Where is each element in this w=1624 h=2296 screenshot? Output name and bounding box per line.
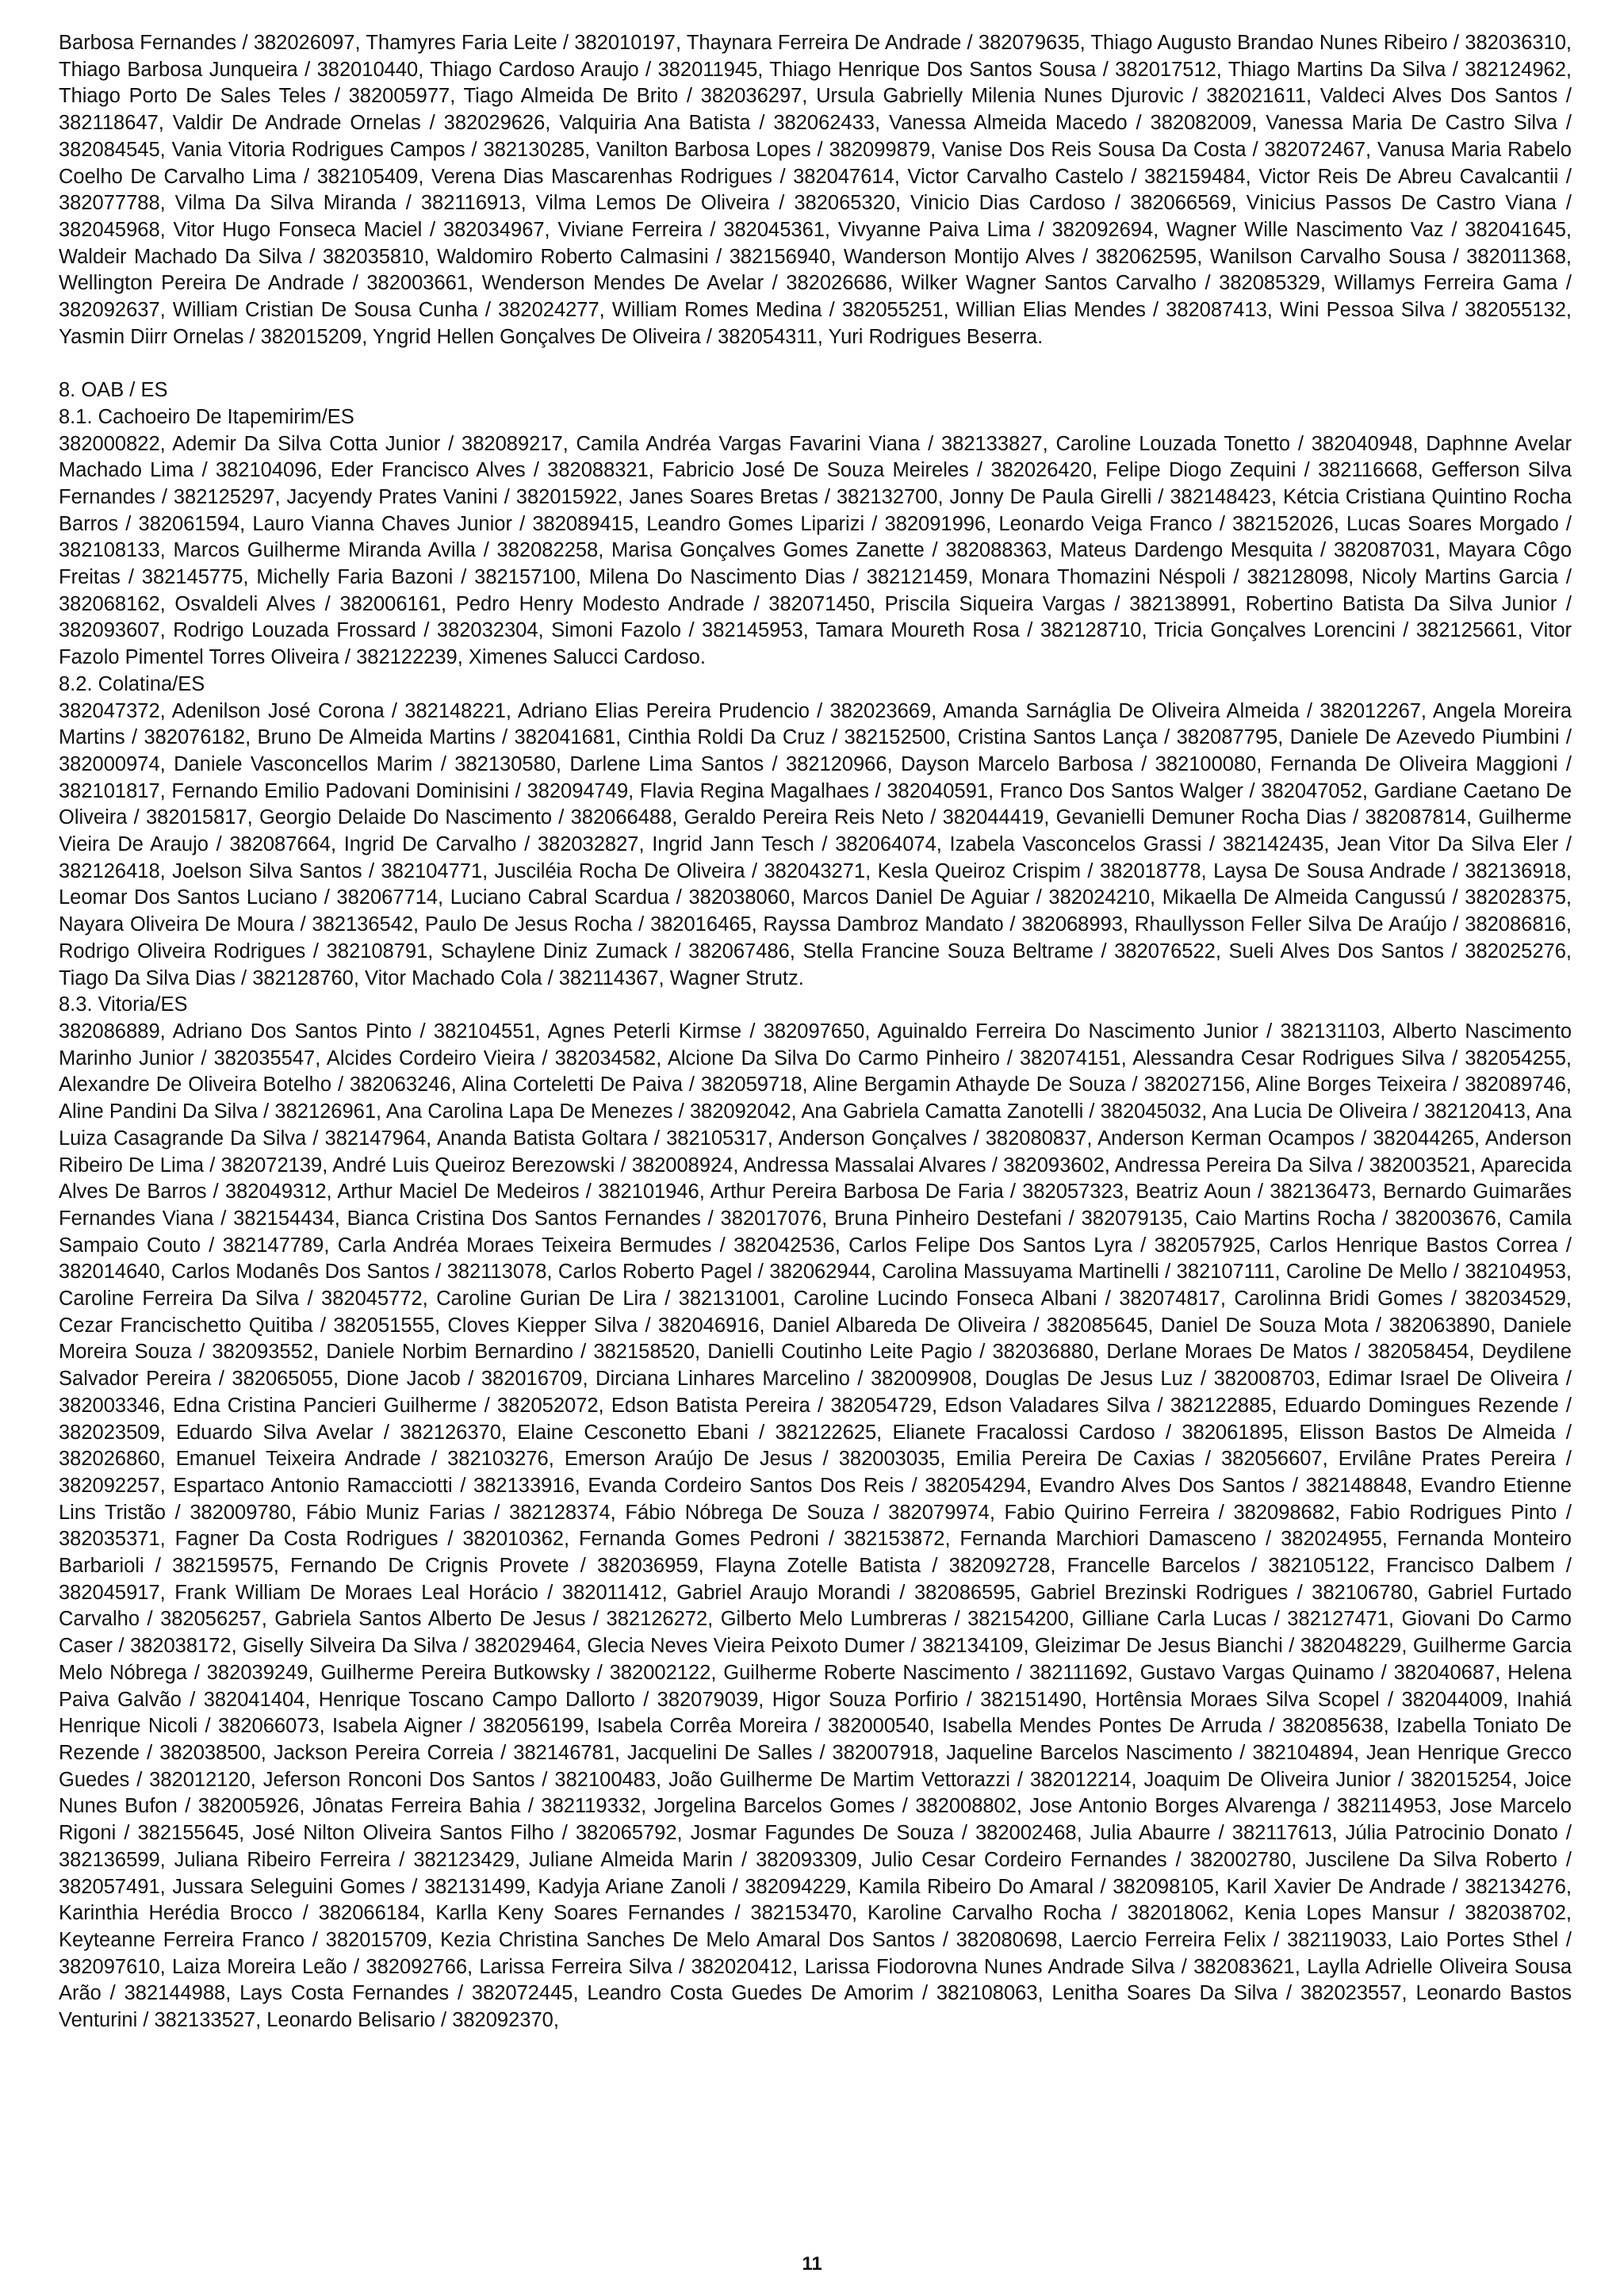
subsection-heading-cachoeiro: 8.1. Cachoeiro De Itapemirim/ES bbox=[59, 405, 354, 428]
subsection-list-cachoeiro: 382000822, Ademir Da Silva Cotta Junior / 382089217, Camila Andréa Vargas Favarini Viana / 382133827, Caroline Louzada Tonetto / 382040948, Daphnne Avelar Machado Lima / 382104096, Eder Francisco Alves / 382088321, Fabricio José De Souza Meireles / 382026420, Felipe Diogo Zequini / 382116668, Gefferson Silva Fernandes / 382125297, Jacyendy Prates Vanini / 382015922, Janes Soares Bretas / 382132700, Jonny De Paula Girelli / 382148423, Kétcia Cristiana Quintino Rocha Barros / 382061594, Lauro Vianna Chaves Junior / 382089415, Leandro Gomes Liparizi / 382091996, Leonardo Veiga Franco / 382152026, Lucas Soares Morgado / 382108133, Marcos Guilherme Miranda Avilla / 382082258, Marisa Gonçalves Gomes Zanette / 382088363, Mateus Dardengo Mesquita / 382087031, Mayara Côgo Freitas / 382145775, Michelly Faria Bazoni / 382157100, Milena Do Nascimento Dias / 382121459, Monara Thomazini Néspoli / 382128098, Nicoly Martins Garcia / 382068162, Osvaldeli Alves / 382006161, Pedro Henry Modesto Andrade / 382071450, Priscila Siqueira Vargas / 382138991, Robertino Batista Da Silva Junior / 382093607, Rodrigo Louzada Frossard / 382032304, Simoni Fazolo / 382145953, Tamara Moureth Rosa / 382128710, Tricia Gonçalves Lorencini / 382125661, Vitor Fazolo Pimentel Torres Oliveira / 382122239, Ximenes Salucci Cardoso. bbox=[59, 432, 1572, 669]
subsection-list-colatina: 382047372, Adenilson José Corona / 382148221, Adriano Elias Pereira Prudencio / 382023669, Amanda Sarnáglia De Oliveira Almeida / 382012267, Angela Moreira Martins / 382076182, Bruno De Almeida Martins / 382041681, Cinthia Roldi Da Cruz / 382152500, Cristina Santos Lança / 382087795, Daniele De Azevedo Piumbini / 382000974, Daniele Vasconcellos Marim / 382130580, Darlene Lima Santos / 382120966, Dayson Marcelo Barbosa / 382100080, Fernanda De Oliveira Maggioni / 382101817, Fernando Emilio Padovani Dominisini / 382094749, Flavia Regina Magalhaes / 382040591, Franco Dos Santos Walger / 382047052, Gardiane Caetano De Oliveira / 382015817, Georgio Delaide Do Nascimento / 382066488, Geraldo Pereira Reis Neto / 382044419, Gevanielli Demuner Rocha Dias / 382087814, Guilherme Vieira De Araujo / 382087664, Ingrid De Carvalho / 382032827, Ingrid Jann Tesch / 382064074, Izabela Vasconcelos Grassi / 382142435, Jean Vitor Da Silva Eler / 382126418, Joelson Silva Santos / 382104771, Jusciléia Rocha De Oliveira / 382043271, Kesla Queiroz Crispim / 382018778, Laysa De Sousa Andrade / 382136918, Leomar Dos Santos Luciano / 382067714, Luciano Cabral Scardua / 382038060, Marcos Daniel De Aguiar / 382024210, Mikaella De Almeida Cangussú / 382028375, Nayara Oliveira De Moura / 382136542, Paulo De Jesus Rocha / 382016465, Rayssa Dambroz Mandato / 382068993, Rhaullysson Feller Silva De Araújo / 382086816, Rodrigo Oliveira Rodrigues / 382108791, Schaylene Diniz Zumack / 382067486, Stella Francine Souza Beltrame / 382076522, Sueli Alves Dos Santos / 382025276, Tiago Da Silva Dias / 382128760, Vitor Machado Cola / 382114367, Wagner Strutz. bbox=[59, 699, 1572, 989]
subsection-list-vitoria: 382086889, Adriano Dos Santos Pinto / 382104551, Agnes Peterli Kirmse / 382097650, Aguinaldo Ferreira Do Nascimento Junior / 382131103, Alberto Nascimento Marinho Junior / 382035547, Alcides Cordeiro Vieira / 382034582, Alcione Da Silva Do Carmo Pinheiro / 382074151, Alessandra Cesar Rodrigues Silva / 382054255, Alexandre De Oliveira Botelho / 382063246, Alina Corteletti De Paiva / 382059718, Aline Bergamin Athayde De Souza / 382027156, Aline Borges Teixeira / 382089746, Aline Pandini Da Silva / 382126961, Ana Carolina Lapa De Menezes / 382092042, Ana Gabriela Camatta Zanotelli / 382045032, Ana Lucia De Oliveira / 382120413, Ana Luiza Casagrande Da Silva / 382147964, Ananda Batista Goltara / 382105317, Anderson Gonçalves / 382080837, Anderson Kerman Ocampos / 382044265, Anderson Ribeiro De Lima / 382072139, André Luis Queiroz Berezowski / 382008924, Andressa Massalai Alvares / 382093602, Andressa Pereira Da Silva / 382003521, Aparecida Alves De Barros / 382049312, Arthur Maciel De Medeiros / 382101946, Arthur Pereira Barbosa De Faria / 382057323, Beatriz Aoun / 382136473, Bernardo Guimarães Fernandes Viana / 382154434, Bianca Cristina Dos Santos Fernandes / 382017076, Bruna Pinheiro Destefani / 382079135, Caio Martins Rocha / 382003676, Camila Sampaio Couto / 382147789, Carla Andréa Moraes Teixeira Bermudes / 382042536, Carlos Felipe Dos Santos Lyra / 382057925, Carlos Henrique Bastos Correa / 382014640, Carlos Modanês Dos Santos / 382113078, Carlos Roberto Pagel / 382062944, Carolina Massuyama Martinelli / 382107111, Caroline De Mello / 382104953, Caroline Ferreira Da Silva / 382045772, Caroline Gurian De Lira / 382131001, Caroline Lucindo Fonseca Albani / 382074817, Carolinna Bridi Gomes / 382034529, Cezar Francischetto Quitiba / 382051555, Cloves Kiepper Silva / 382046916, Daniel Albareda De Oliveira / 382085645, Daniel De Souza Mota / 382063890, Daniele Moreira Souza / 382093552, Daniele Norbim Bernardino / 382158520, Danielli Coutinho Leite Pagio / 382036880, Derlane Moraes De Matos / 382058454, Deydilene Salvador Pereira / 382065055, Dione Jacob / 382016709, Dirciana Linhares Marcelino / 382009908, Douglas De Jesus Luz / 382008703, Edimar Israel De Oliveira / 382003346, Edna Cristina Pancieri Guilherme / 382052072, Edson Batista Pereira / 382054729, Edson Valadares Silva / 382122885, Eduardo Domingues Rezende / 382023509, Eduardo Silva Avelar / 382126370, Elaine Cesconetto Ebani / 382122625, Elianete Fracalossi Cardoso / 382061895, Elisson Bastos De Almeida / 382026860, Emanuel Teixeira Andrade / 382103276, Emerson Araújo De Jesus / 382003035, Emilia Pereira De Caxias / 382056607, Ervilâne Prates Pereira / 382092257, Espartaco Antonio Ramacciotti / 382133916, Evanda Cordeiro Santos Dos Reis / 382054294, Evandro Alves Dos Santos / 382148848, Evandro Etienne Lins Tristão / 382009780, Fábio Muniz Farias / 382128374, Fábio Nóbrega De Souza / 382079974, Fabio Quirino Ferreira / 382098682, Fabio Rodrigues Pinto / 382035371, Fagner Da Costa Rodrigues / 382010362, Fernanda Gomes Pedroni / 382153872, Fernanda Marchiori Damasceno / 382024955, Fernanda Monteiro Barbarioli / 382159575, Fernando De Crignis Provete / 382036959, Flayna Zotelle Batista / 382092728, Francelle Barcelos / 382105122, Francisco Dalbem / 382045917, Frank William De Moraes Leal Horácio / 382011412, Gabriel Araujo Morandi / 382086595, Gabriel Brezinski Rodrigues / 382106780, Gabriel Furtado Carvalho / 382056257, Gabriela Santos Alberto De Jesus / 382126272, Gilberto Melo Lumbreras / 382154200, Gilliane Carla Lucas / 382127471, Giovani Do Carmo Caser / 382038172, Giselly Silveira Da Silva / 382029464, Glecia Neves Vieira Peixoto Dumer / 382134109, Gleizimar De Jesus Bianchi / 382048229, Guilherme Garcia Melo Nóbrega / 382039249, Guilherme Pereira Butkowsky / 382002122, Guilherme Roberte Nascimento / 382111692, Gustavo Vargas Quinamo / 382040687, Helena Paiva Galvão / 382041404, Henrique Toscano Campo Dallorto / 382079039, Higor Souza Porfirio / 382151490, Hortênsia Moraes Silva Scopel / 382044009, Inahiá Henrique Nicoli / 382066073, Isabela Aigner / 382056199, Isabela Corrêa Moreira / 382000540, Isabella Mendes Pontes De Arruda / 382085638, Izabella Toniato De Rezende / 382038500, Jackson Pereira Correia / 382146781, Jacquelini De Salles / 382007918, Jaqueline Barcelos Nascimento / 382104894, Jean Henrique Grecco Guedes / 382012120, Jeferson Ronconi Dos Santos / 382100483, João Guilherme De Martim Vettorazzi / 382012214, Joaquim De Oliveira Junior / 382015254, Joice Nunes Bufon / 382005926, Jônatas Ferreira Bahia / 382119332, Jorgelina Barcelos Gomes / 382008802, Jose Antonio Borges Alvarenga / 382114953, Jose Marcelo Rigoni / 382155645, José Nilton Oliveira Santos Filho / 382065792, Josmar Fagundes De Souza / 382002468, Julia Abaurre / 382117613, Júlia Patrocinio Donato / 382136599, Juliana Ribeiro Ferreira / 382123429, Juliane Almeida Marin / 382093309, Julio Cesar Cordeiro Fernandes / 382002780, Juscilene Da Silva Roberto / 382057491, Jussara Seleguini Gomes / 382131499, Kadyja Ariane Zanoli / 382094229, Kamila Ribeiro Do Amaral / 382098105, Karil Xavier De Andrade / 382134276, Karinthia Herédia Brocco / 382066184, Karlla Keny Soares Fernandes / 382153470, Karoline Carvalho Rocha / 382018062, Kenia Lopes Mansur / 382038702, Keyteanne Ferreira Franco / 382015709, Kezia Christina Sanches De Melo Amaral Dos Santos / 382080698, Laercio Ferreira Felix / 382119033, Laio Portes Sthel / 382097610, Laiza Moreira Leão / 382092766, Larissa Ferreira Silva / 382020412, Larissa Fiodorovna Nunes Andrade Silva / 382083621, Laylla Adrielle Oliveira Sousa Arão / 382144988, Lays Costa Fernandes / 382072445, Leandro Costa Guedes De Amorim / 382108063, Lenitha Soares Da Silva / 382023557, Leonardo Bastos Venturini / 382133527, Leonardo Belisario / 382092370, bbox=[59, 1020, 1572, 2032]
subsection-heading-colatina: 8.2. Colatina/ES bbox=[59, 672, 205, 695]
document-page bbox=[59, 30, 1572, 2034]
section-heading: 8. OAB / ES bbox=[59, 379, 168, 402]
paragraph-gap bbox=[59, 350, 1572, 377]
continuation-paragraph: Barbosa Fernandes / 382026097, Thamyres Faria Leite / 382010197, Thaynara Ferreira De Andrade / 382079635, Thiago Augusto Brandao Nunes Ribeiro / 382036310, Thiago Barbosa Junqueira / 382010440, Thiago Cardoso Araujo / 382011945, Thiago Henrique Dos Santos Sousa / 382017512, Thiago Martins Da Silva / 382124962, Thiago Porto De Sales Teles / 382005977, Tiago Almeida De Brito / 382036297, Ursula Gabrielly Milenia Nunes Djurovic / 382021611, Valdeci Alves Dos Santos / 382118647, Valdir De Andrade Ornelas / 382029626, Valquiria Ana Batista / 382062433, Vanessa Almeida Macedo / 382082009, Vanessa Maria De Castro Silva / 382084545, Vania Vitoria Rodrigues Campos / 382130285, Vanilton Barbosa Lopes / 382099879, Vanise Dos Reis Sousa Da Costa / 382072467, Vanusa Maria Rabelo Coelho De Carvalho Lima / 382105409, Verena Dias Mascarenhas Rodrigues / 382047614, Victor Carvalho Castelo / 382159484, Victor Reis De Abreu Cavalcantii / 382077788, Vilma Da Silva Miranda / 382116913, Vilma Lemos De Oliveira / 382065320, Vinicio Dias Cardoso / 382066569, Vinicius Passos De Castro Viana / 382045968, Vitor Hugo Fonseca Maciel / 382034967, Viviane Ferreira / 382045361, Vivyanne Paiva Lima / 382092694, Wagner Wille Nascimento Vaz / 382041645, Waldeir Machado Da Silva / 382035810, Waldomiro Roberto Calmasini / 382156940, Wanderson Montijo Alves / 382062595, Wanilson Carvalho Sousa / 382011368, Wellington Pereira De Andrade / 382003661, Wenderson Mendes De Avelar / 382026686, Wilker Wagner Santos Carvalho / 382085329, Willamys Ferreira Gama / 382092637, William Cristian De Sousa Cunha / 382024277, William Romes Medina / 382055251, Willian Elias Mendes / 382087413, Wini Pessoa Silva / 382055132, Yasmin Diirr Ornelas / 382015209, Yngrid Hellen Gonçalves De Oliveira / 382054311, Yuri Rodrigues Beserra. bbox=[59, 32, 1572, 348]
page-number: 11 bbox=[802, 2253, 822, 2275]
subsection-heading-vitoria: 8.3. Vitoria/ES bbox=[59, 993, 188, 1016]
